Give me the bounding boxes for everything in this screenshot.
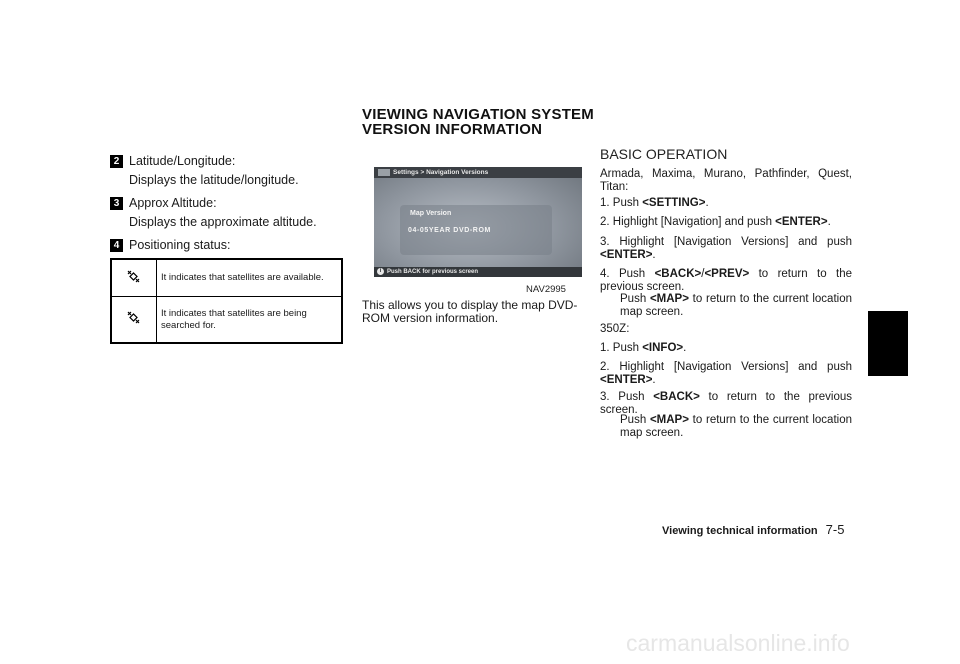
step-3-text: 3. Highlight [Navigation Versions] and push xyxy=(600,236,852,248)
item-2-desc: Displays the latitude/longitude. xyxy=(129,173,299,187)
item-2-badge: 2 xyxy=(110,155,123,168)
step-4-map-text: Push xyxy=(620,293,650,305)
step-350z-3-map-end: to return to the current location map screen. xyxy=(620,414,852,439)
screen-header-title: Settings xyxy=(393,169,419,176)
step-4-sep: / xyxy=(701,268,705,280)
step-4-text: 4. Push xyxy=(600,268,655,280)
item-3 xyxy=(110,196,217,210)
step-4-map xyxy=(620,293,852,319)
item-3-label: Approx Altitude: xyxy=(129,196,217,210)
enter-key: <ENTER> xyxy=(775,216,828,228)
enter-key: <ENTER> xyxy=(600,249,653,261)
table-row xyxy=(111,259,342,297)
image-caption: NAV2995 xyxy=(526,284,566,295)
middle-description: This allows you to display the map DVD-ROM version information. xyxy=(362,298,578,325)
info-key: <INFO> xyxy=(642,342,684,354)
info-icon: i xyxy=(377,268,384,275)
enter-key: <ENTER> xyxy=(600,374,653,386)
screen-footer-text: Push BACK for previous screen xyxy=(387,269,479,275)
step-350z-1 xyxy=(600,342,852,355)
map-key: <MAP> xyxy=(649,293,689,305)
step-350z-2-end: . xyxy=(652,374,656,386)
step-350z-2 xyxy=(600,361,852,387)
step-2-text: 2. Highlight [Navigation] and push xyxy=(600,216,776,228)
step-4-end: to return to the previous screen. xyxy=(600,268,852,293)
screen-footer xyxy=(374,267,582,277)
setting-key: <SETTING> xyxy=(642,197,706,209)
step-2-end: . xyxy=(827,216,831,228)
step-1-end: . xyxy=(705,197,709,209)
screen-breadcrumb: > Navigation Versions xyxy=(420,169,489,176)
map-version-panel xyxy=(400,205,552,255)
satellite-available-icon xyxy=(111,259,157,297)
step-3 xyxy=(600,236,852,262)
step-350z-1-end: . xyxy=(683,342,687,354)
step-4 xyxy=(600,268,852,294)
footer-label: Viewing technical information xyxy=(662,525,818,537)
step-4-map-end: to return to the current location map screen. xyxy=(620,293,852,318)
section-title-line-2: VERSION INFORMATION xyxy=(362,121,543,138)
model-350z: 350Z: xyxy=(600,323,630,335)
step-2 xyxy=(600,216,852,229)
watermark: carmanualsonline.info xyxy=(626,630,850,656)
map-version-value: 04-05YEAR DVD-ROM xyxy=(408,227,491,234)
item-3-badge: 3 xyxy=(110,197,123,210)
map-key: <MAP> xyxy=(649,414,689,426)
satellite-searching-icon xyxy=(111,297,157,343)
page-footer xyxy=(662,522,844,537)
step-350z-2-text: 2. Highlight [Navigation Versions] and push xyxy=(600,361,852,373)
item-4-badge: 4 xyxy=(110,239,123,252)
item-4 xyxy=(110,238,230,252)
settings-icon xyxy=(378,169,390,176)
step-3-end: . xyxy=(652,249,656,261)
section-title xyxy=(362,107,594,137)
models-line: Armada, Maxima, Murano, Pathfinder, Quest, Titan: xyxy=(600,168,852,193)
step-350z-1-text: 1. Push xyxy=(600,342,643,354)
positioning-status-table xyxy=(110,258,343,344)
step-1 xyxy=(600,197,852,210)
step-350z-3-end: to return to the previous screen. xyxy=(600,391,853,416)
map-version-title: Map Version xyxy=(410,210,452,217)
navigation-screen-image xyxy=(374,167,582,277)
chapter-tab-marker xyxy=(868,311,908,376)
table-row xyxy=(111,297,342,343)
item-4-label: Positioning status: xyxy=(129,238,231,252)
item-2-label: Latitude/Longitude: xyxy=(129,154,236,168)
section-title-line-1: VIEWING NAVIGATION SYSTEM xyxy=(362,106,594,123)
basic-operation-heading: BASIC OPERATION xyxy=(600,146,728,162)
item-3-desc: Displays the approximate altitude. xyxy=(129,215,317,229)
page-number: 7-5 xyxy=(825,522,845,537)
step-350z-3-map xyxy=(620,414,852,440)
step-350z-3-text: 3. Push xyxy=(600,391,654,403)
status-row-2-text: It indicates that satellites are being searched for. xyxy=(157,297,343,343)
back-key: <BACK> xyxy=(654,268,702,280)
screen-header xyxy=(374,167,582,178)
step-1-text: 1. Push xyxy=(600,197,643,209)
item-2 xyxy=(110,154,235,168)
status-row-1-text: It indicates that satellites are available. xyxy=(161,272,324,284)
step-350z-3-map-text: Push xyxy=(620,414,650,426)
back-key: <BACK> xyxy=(653,391,700,403)
prev-key: <PREV> xyxy=(704,268,750,280)
